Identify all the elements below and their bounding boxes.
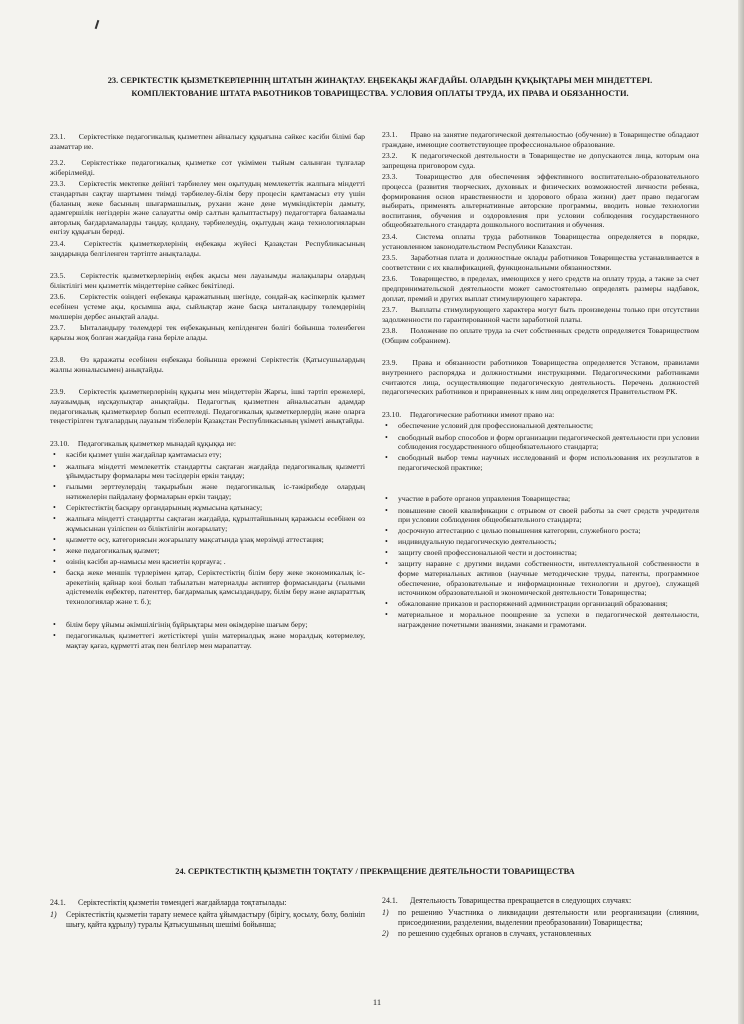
list-item: • кәсіби қызмет үшін жағдайлар қамтамасыз ету; [53, 450, 222, 460]
clause-24-1-kz: 24.1. Серіктестіктің қызметін төмендегі жағдайларда тоқтатылады: [50, 898, 287, 907]
clause-23-8-kz: 23.8. Өз қаражаты есебінен еңбекақы бойынша ережені Серіктестік (Қатысушылардың жалпы жиналысымен) анықтайды. [50, 355, 365, 374]
section-23-russian-column [382, 130, 699, 636]
clause-23-6-ru: 23.6. Товарищество, в пределах, имеющихся у него средств на оплату труда, а также за счет предпринимательской деятельности может самостоятельно определять размеры надбавок, доплат, премий и других выплат стимулирующего характера. [382, 274, 700, 303]
list-item: • Серіктестіктің басқару органдарының жұмысына қатынасу; [53, 502, 263, 512]
list-item: • жалпыға міндетті мемлекеттік стандартты сақтаған жағдайда педагогикалық қызметті ұйымдастыру формалары мен тәсілдерін еркін таңдау; [53, 461, 365, 481]
list-item: • повышение своей квалификации с отрывом от своей работы за счет средств учредителя при условии соблюдения общеобязательного стандарта; [385, 505, 699, 525]
pen-mark [95, 20, 100, 29]
list-item: 1) по решению Участника о ликвидации деятельности или реорганизации (слиянии, присоединении, разделении, выделении преобразовании) Товарищества; [382, 908, 699, 927]
section-23-title: 23. СЕРІКТЕСТІК ҚЫЗМЕТКЕРЛЕРІНІҢ ШТАТЫН ЖИНАҚТАУ. ЕҢБЕКАҚЫ ЖАҒДАЙЫ. ОЛАРДЫН ҚҰҚЫҚТАРЫ МЕН МІНДЕТТЕРІ. КОМПЛЕКТОВАНИЕ ШТАТА РАБОТНИКОВ ТОВАРИЩЕСТВА. УСЛОВИЯ ОПЛАТЫ ТРУДА, ИХ ПРАВА И ОБЯЗАННОСТИ. [107, 76, 653, 98]
clause-23-1-kz: 23.1. Серіктестікке педагогикалық қызметпен айналысу құқығына сәйкес кәсіби білімі бар азаматтар ие. [50, 132, 365, 151]
section-24-kazakh-column [50, 898, 365, 931]
list-item: • жеке педагогикалық қызмет; [53, 545, 160, 555]
list-item: • қызметте өсу, категориясын жоғарылату мақсатында ұзақ мерзімді аттестация; [53, 534, 324, 544]
list-item: • ғылыми зерттеулердің тақырыбын және педагогикалық іс-тәжірибеде олардың нәтижелерін пайдалану формаларын еркін таңдау; [53, 482, 365, 501]
list-item: • обеспечение условий для профессиональной деятельности; [385, 421, 594, 431]
clause-23-7-kz: 23.7. Ынталандыру төлемдері тек еңбекақының кепілденген бөлігі бойынша төленбеген қарызы жоқ болған жағдайда ғана беріле алады. [50, 323, 366, 342]
list-item: • защиту своей профессиональной чести и достоинства; [385, 548, 577, 558]
list-item: • материальное и моральное поощрение за успехи в педагогической деятельности, награждение почетными званиями, знаками и грамотами. [385, 610, 699, 630]
page-number: 11 [372, 997, 382, 1007]
list-item: • жалпыға міндетті стандартты сақтаған жағдайда, құрылтайшының қаражысы есебінен өз жұмысынан үзіліспен өз біліктілігін жоғарылату; [53, 514, 365, 533]
termination-list-kz [50, 910, 365, 930]
list-item: • участие в работе органов управления Товарищества; [385, 494, 571, 504]
clause-23-2-kz: 23.2. Серіктестікке педагогикалық қызметке сот үкімімен тыйым салынған тұлғалар жіберілмейді. [50, 158, 366, 177]
clause-23-1-ru: 23.1. Право на занятие педагогической деятельностью (обучение) в Товариществе обладают граждане, имеющие соответствующее профессиональное образование. [382, 130, 700, 149]
clause-23-5-ru: 23.5. Заработная плата и должностные оклады работников Товарищества устанавливается в соответствии с их квалификацией, функциональными обязанностями. [382, 253, 699, 272]
clause-23-3-kz: 23.3. Серіктестік мектепке дейінгі тәрбиелеу мен оқытудың мемлекеттік жалпыға міндетті стандартын сақтау шартымен тиімді тәрбиелеу-білім беру процесін қамтамасыз ету үшін (баланың жеке басының шығармашылық, рухани және дене мүмкіндіктерін дамыту, адамгершілік негіздерін және салауатты өмір салтын қалыптастыру) педагогтарға балаамалы авторлық бағдарламаларды таңдау, қолдану, тәрбиелеудің, оқытудың жаңа технологияларын енгізу құқығын береді. [50, 179, 365, 237]
clause-23-7-ru: 23.7. Выплаты стимулирующего характера могут быть произведены только при отсутствии задолженности по гарантированной части заработной платы. [382, 305, 700, 324]
rights-list-kz [50, 450, 365, 650]
section-24-russian-column [382, 896, 699, 940]
clause-23-2-ru: 23.2. К педагогической деятельности в Товариществе не допускаются лица, которым она запрещена приговором суда. [382, 151, 699, 170]
clause-23-9-ru: 23.9. Права и обязанности работников Товарищества определяется Уставом, правилами внутреннего распорядка и должностными инструкциями. Педагогическими работниками считаются лица, осуществляющие педагогическую деятельность. Перечень должностей педагогических работников и приравненных к ним лиц определяется Правительством РК. [382, 358, 699, 397]
list-item: 1) Серіктестіктің қызметін тарату немесе қайта ұйымдастыру (бірігу, қосылу, бөлу, бөлініп шығу, қайта құрылу) туралы Қатысушының шешімі бойынша; [50, 910, 365, 929]
list-item: • досрочную аттестацию с целью повышения категории, служебного роста; [385, 526, 641, 536]
list-item: • обжалование приказов и распоряжений администрации организаций образования; [385, 599, 668, 609]
list-item: • защиту наравне с другими видами собственности, интеллектуальной собственности в форме материальных активов (научные методические труды, патенты, программное обеспечение, образовательные и информационные технологии и другое), служащей источником образовательной и экономической деятельности Товарищества; [385, 559, 699, 598]
list-item: • свободный выбор темы научных исследований и форм использования их результатов в педагогической практике; [385, 453, 699, 472]
rights-list-ru-b [382, 494, 699, 629]
clause-23-10-kz: 23.10. Педагогикалық қызметкер мынадай құқыққа ие: [50, 438, 236, 448]
list-item: • педагогикалық қызметтегі жетістіктері үшін материалдық және моралдық көтермелеу, мақтау қағаз, құрметті атақ пен белгілер мен марапаттау. [53, 631, 365, 651]
page-edge-shadow [738, 0, 744, 1024]
rights-list-ru-a [382, 421, 699, 472]
list-item: 2) по решению судебных органов в случаях, установленных [382, 929, 592, 938]
section-24-title: 24. СЕРІКТЕСТІКТІҢ ҚЫЗМЕТІН ТОҚТАТУ / ПРЕКРАЩЕНИЕ ДЕЯТЕЛЬНОСТИ ТОВАРИЩЕСТВА [175, 867, 575, 876]
clause-24-1-ru: 24.1. Деятельность Товарищества прекращается в следующих случаях: [382, 896, 632, 905]
clause-23-6-kz: 23.6. Серіктестік өзіндегі еңбекақы қаражатының шегінде, сондай-ақ кәсіпкерлік қызмет есебінен үстеме ақы, қосымша ақы, сыйлықтар және басқа ынталандыру төлемдерінің мөлшерін дербес анықтай алады. [50, 292, 365, 321]
clause-23-4-ru: 23.4. Система оплаты труда работников Товарищества определяется в порядке, установленном законодательством Республики Казахстан. [382, 231, 699, 251]
section-23-kazakh-column [50, 132, 365, 657]
list-item: • индивидуальную педагогическую деятельность; [385, 537, 557, 547]
clause-23-3-ru: 23.3. Товарищество для обеспечения эффективного воспитательно-образовательного процесса (развития творческих, духовных и физических возможностей личности ребенка, формирования основ нравственности и здорового образа жизни) дает право педагогам выбирать, применять альтернативные авторские программы, вводить новые технологии воспитания, обучения и оздоровления при условии соблюдения государственного общеобязательного стандарта дошкольного воспитания и обучения. [382, 172, 699, 230]
clause-23-4-kz: 23.4. Серіктестік қызметкерлерінің еңбекақы жүйесі Қазақстан Республикасының заңдарында белгіленген тәртіпте анықталады. [50, 238, 366, 258]
termination-list-ru [382, 908, 699, 939]
clause-23-9-kz: 23.9. Серіктестік қызметкерлерінің құқығы мен міндеттерін Жарғы, ішкі тәртіп ережелері, лауазымдық нұсқаулықтар анықтайды. Педагогтық қызметпен айналысатын адамдар педагогикалық қызметкерлер болып есептеледі. Педагогикалық қызметкерлердің және оларға теңестірілген тұлғалардың лауазым тізбелерін Қазақстан Республикасының үкіметі анықтайды. [50, 387, 365, 426]
clause-23-8-ru: 23.8. Положение по оплате труда за счет собственных средств определяется Товариществом (Общим собранием). [382, 326, 700, 345]
clause-23-5-kz: 23.5. Серіктестік қызметкерлерінің еңбек ақысы мен лауазымды жалақылары олардың біліктілігі мен қызметтік міндеттеріне сәйкес бекітіледі. [50, 271, 365, 290]
list-item: • өзінің кәсіби ар-намысы мен қасиетін қорғауға; . [53, 556, 226, 566]
clause-23-10-ru: 23.10. Педагогические работники имеют право на: [382, 409, 555, 419]
list-item: • свободный выбор способов и форм организации педагогической деятельности при условии соблюдения государственного общеобязательного стандарта; [385, 432, 699, 452]
list-item: • білім беру ұйымы әкімшілігінің бұйрықтары мен өкімдеріне шағым беру; [53, 620, 308, 630]
list-item: • басқа жеке меншік түрлерімен қатар, Серіктестіктің білім беру жеке экономикалық іс-әрекетінің қайнар көзі болып табылатын материалды активтер формасындағы (ғылыми әдістемелік еңбектер, патенттер, бағдармалық қамсыздандыру, білім беру және ақпараттық технологиялар және т. б.); [53, 567, 365, 606]
